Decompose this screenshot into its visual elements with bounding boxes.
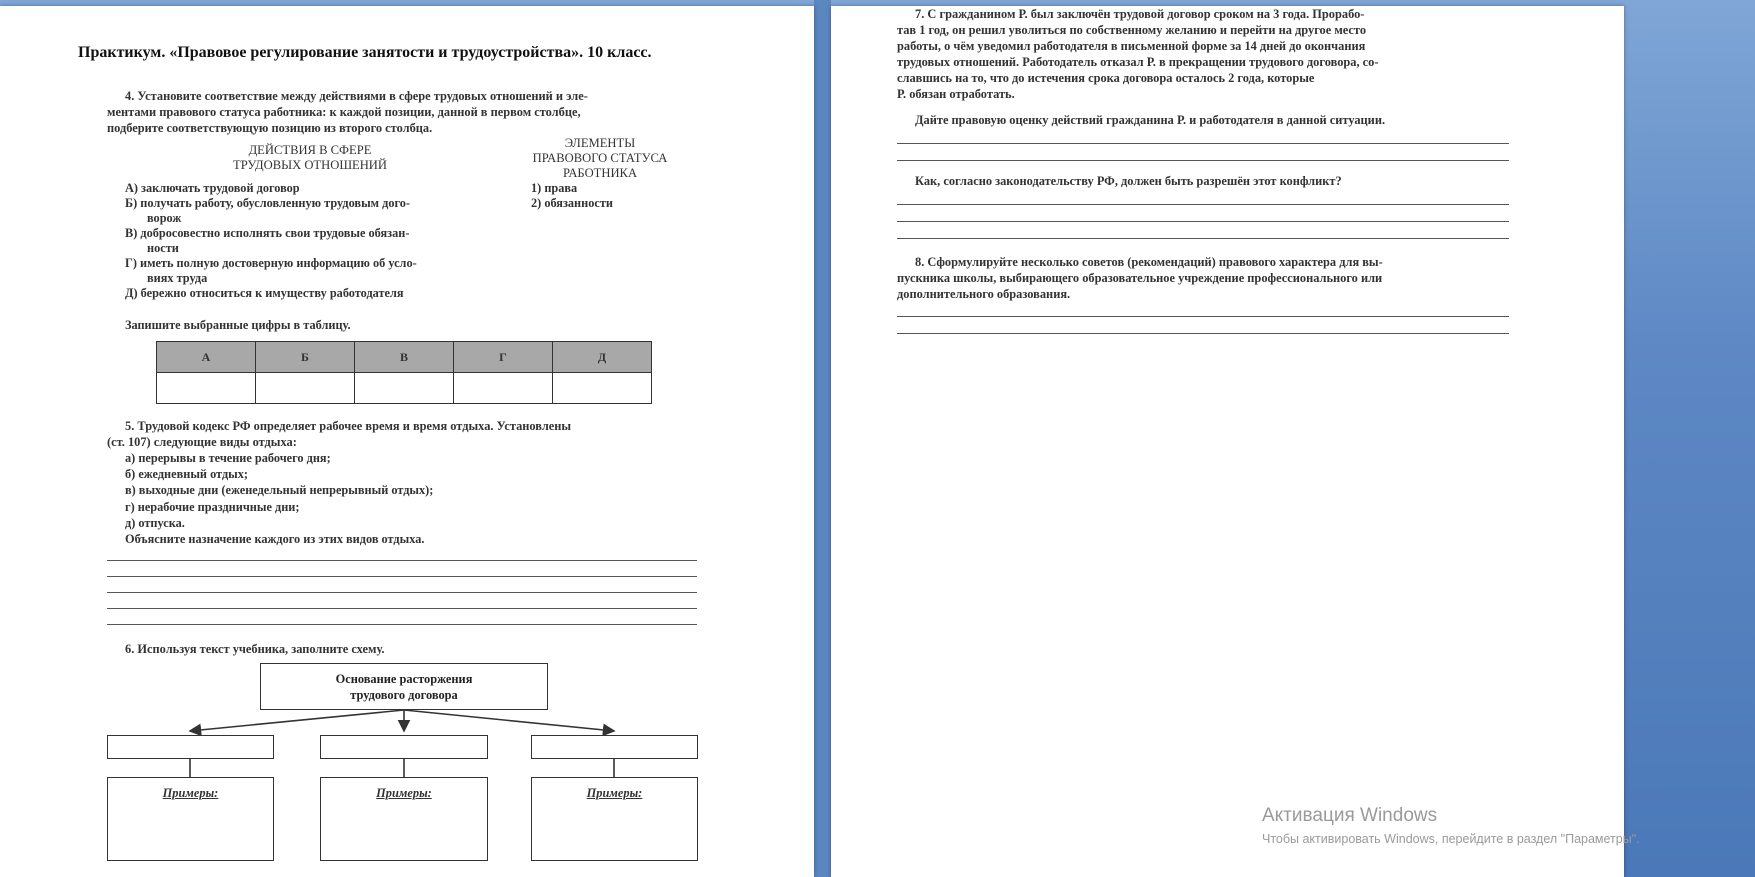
answer-line[interactable]: [897, 143, 1509, 144]
arrow-left: [190, 710, 404, 731]
element-rights: 1) права: [531, 181, 578, 195]
document-page-right: [831, 6, 1624, 877]
scheme-ground-box-1[interactable]: [107, 735, 274, 759]
task5-line-2: (ст. 107) следующие виды отдыха:: [107, 435, 297, 449]
answer-line[interactable]: [897, 316, 1509, 317]
task5-question: Объясните назначение каждого из этих видов отдыха.: [125, 532, 425, 547]
task4-line-3: подберите соответствующую позицию из второго столбца.: [107, 121, 433, 135]
task8-number: 8.: [915, 255, 925, 269]
task7-text: [897, 6, 1509, 102]
examples-label: Примеры:: [376, 786, 432, 800]
action-a-text: А) заключать трудовой договор: [125, 181, 300, 195]
windows-activation-subtitle: Чтобы активировать Windows, перейдите в раздел "Параметры".: [1262, 832, 1640, 846]
scheme-ground-box-3[interactable]: [531, 735, 698, 759]
action-b-line-2: ворож: [147, 211, 182, 225]
action-v-line-2: ности: [147, 241, 179, 255]
answer-header-v: В: [355, 342, 454, 373]
rest-item-a: а) перерывы в течение рабочего дня;: [125, 451, 331, 465]
action-v-line-1: В) добросовестно исполнять свои трудовые обязан-: [125, 226, 410, 240]
rest-item-d: д) отпуска.: [125, 515, 185, 530]
task7-line-2: тав 1 год, он решил уволиться по собственному желанию и перейти на другое место: [897, 23, 1367, 37]
task5-line-1: Трудовой кодекс РФ определяет рабочее время и время отдыха. Установлены: [137, 419, 572, 433]
answer-header-g: Г: [454, 342, 553, 373]
action-g-line-2: виях труда: [147, 271, 208, 285]
arrow-right: [404, 710, 614, 731]
task6-instruction: Используя текст учебника, заполните схему.: [137, 642, 385, 656]
task4-line-2: ментами правового статуса работника: к каждой позиции, данной в первом столбце,: [107, 105, 581, 119]
action-g-line-1: Г) иметь полную достоверную информацию об усло-: [125, 256, 417, 270]
rest-item-b: б) ежедневный отдых;: [125, 467, 249, 482]
task7-line-6: Р. обязан отработать.: [897, 87, 1015, 101]
element-duties: 2) обязанности: [531, 196, 613, 210]
scheme-examples-box-1[interactable]: [107, 777, 274, 861]
document-page-left: [0, 6, 814, 877]
left-header-line-2: ТРУДОВЫХ ОТНОШЕНИЙ: [233, 158, 387, 172]
task7-line-3: работы, о чём уведомил работодателя в письменной форме за 14 дней до окончания: [897, 39, 1366, 53]
rest-item-v: в) выходные дни (еженедельный непрерывный отдых);: [125, 483, 434, 498]
examples-label: Примеры:: [162, 786, 219, 800]
task8-line-3: дополнительного образования.: [897, 287, 1071, 301]
task4-number: 4.: [125, 89, 135, 103]
answer-line[interactable]: [897, 160, 1509, 161]
right-header-line-2: ПРАВОВОГО СТАТУСА: [532, 151, 668, 165]
left-header-line-1: ДЕЙСТВИЯ В СФЕРЕ: [248, 143, 372, 157]
action-b-line-1: Б) получать работу, обусловленную трудовым дого-: [125, 196, 411, 210]
answer-line[interactable]: [897, 221, 1509, 222]
answer-line[interactable]: [897, 204, 1509, 205]
page-gap: [814, 0, 831, 877]
task4-line-1: Установите соответствие между действиями в сфере трудовых отношений и эле-: [137, 89, 588, 103]
task8-line-2: пускника школы, выбирающего образовательное учреждение профессионального или: [897, 271, 1383, 285]
answer-line[interactable]: [897, 333, 1509, 334]
right-header-line-1: ЭЛЕМЕНТЫ: [564, 136, 636, 150]
right-header-line-3: РАБОТНИКА: [562, 166, 638, 180]
answer-header-a: А: [157, 342, 256, 373]
task5-number: 5.: [125, 419, 135, 433]
action-d-text: Д) бережно относиться к имуществу работодателя: [125, 286, 404, 300]
scheme-ground-box-2[interactable]: [320, 735, 488, 759]
windows-activation-title: Активация Windows: [1262, 805, 1438, 826]
task8-line-1: Сформулируйте несколько советов (рекомендаций) правового характера для вы-: [927, 255, 1383, 269]
scheme-examples-box-2[interactable]: [320, 777, 488, 861]
rest-item-g: г) нерабочие праздничные дни;: [125, 499, 300, 514]
task4-instruction: Запишите выбранные цифры в таблицу.: [125, 318, 351, 332]
answer-header-b: Б: [256, 342, 355, 373]
task6-number: 6.: [125, 642, 135, 656]
task7-number: 7.: [915, 7, 925, 21]
answer-line[interactable]: [897, 238, 1509, 239]
scheme-title-box: [260, 663, 548, 710]
task7-line-1: С гражданином Р. был заключён трудовой договор сроком на 3 года. Прорабо-: [927, 7, 1365, 21]
windows-activation-watermark: [1262, 805, 1640, 846]
task7-line-4: трудовых отношений. Работодатель отказал Р. в прекращении трудового договора, со-: [897, 55, 1379, 69]
task7-question-1: Дайте правовую оценку действий гражданина Р. и работодателя в данной ситуации.: [915, 113, 1386, 127]
scheme-examples-box-3[interactable]: [531, 777, 698, 861]
examples-label: Примеры:: [586, 786, 643, 800]
scheme-title-line-2: трудового договора: [350, 687, 458, 702]
answer-header-d: Д: [553, 342, 652, 373]
task8-text: [897, 254, 1509, 302]
task7-question-2: Как, согласно законодательству РФ, должен быть разрешён этот конфликт?: [915, 174, 1342, 188]
task7-line-5: славшись на то, что до истечения срока договора осталось 2 года, которые: [897, 71, 1315, 85]
scheme-title-line-1: Основание расторжения: [335, 671, 473, 686]
document-title: Практикум. «Правовое регулирование занятости и трудоустройства». 10 класс.: [78, 44, 652, 61]
